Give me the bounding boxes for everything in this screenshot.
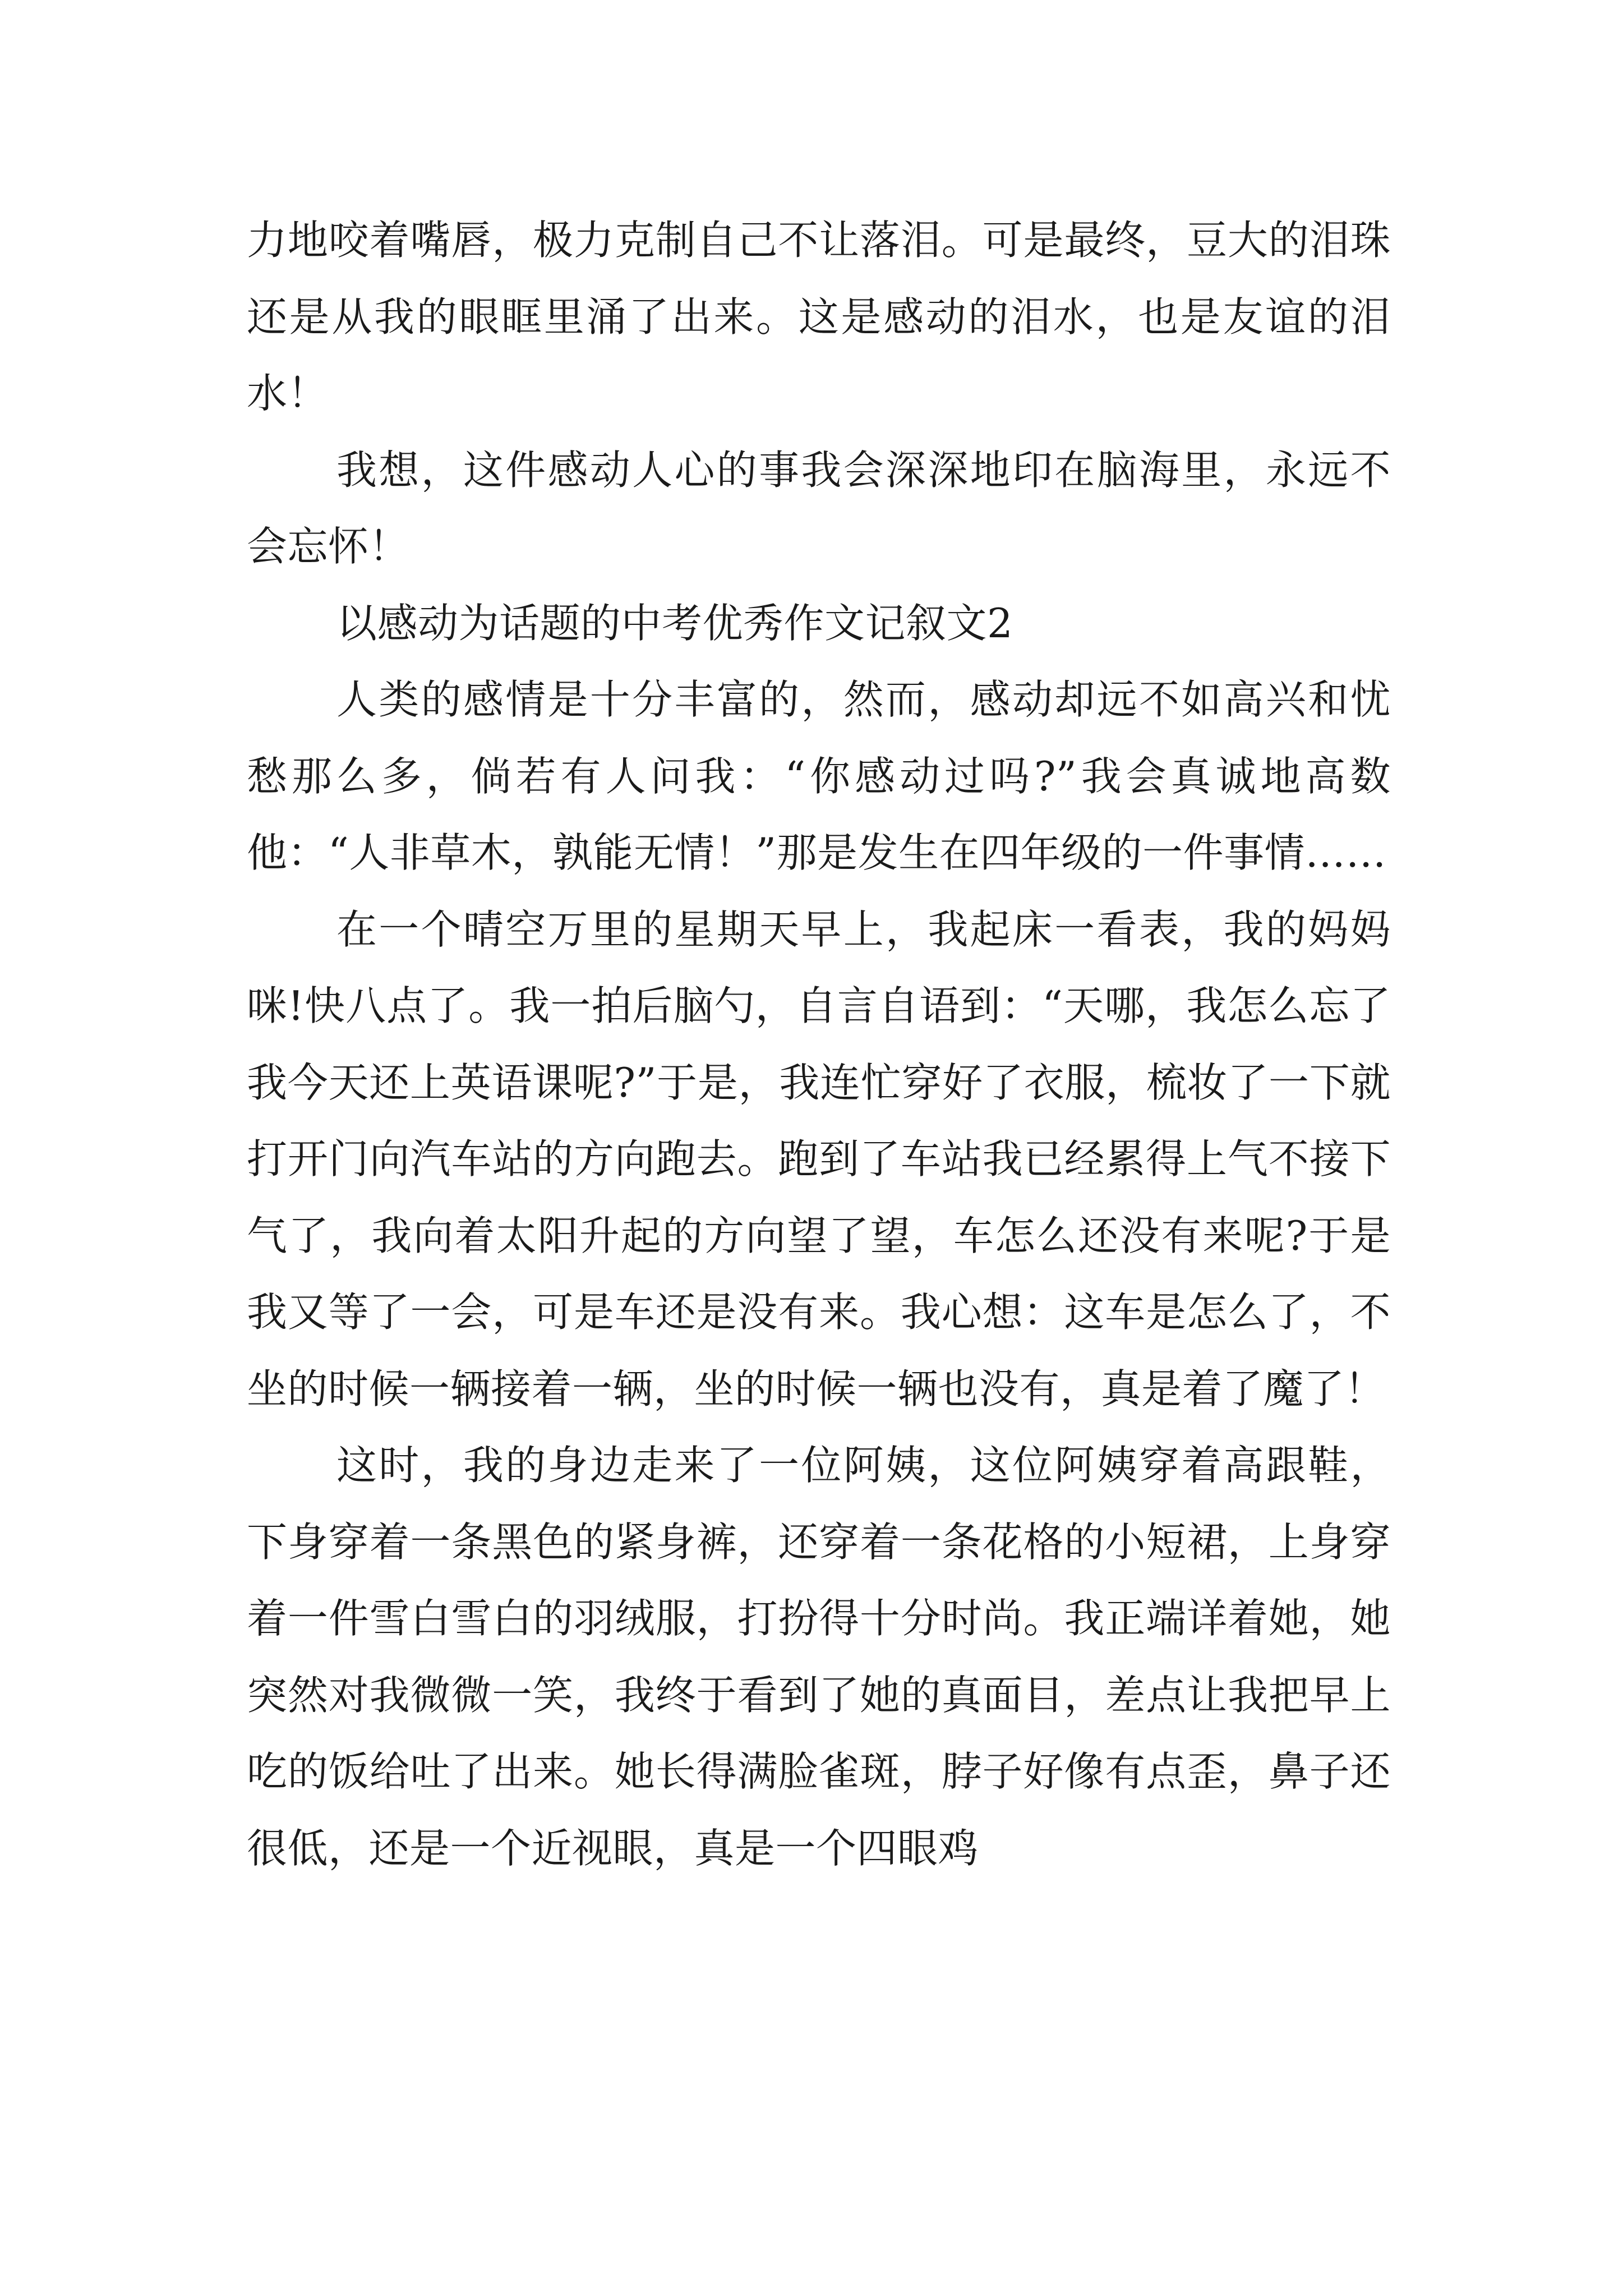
paragraph-intro: 人类的感情是十分丰富的，然而，感动却远不如高兴和忧愁那么多，倘若有人问我：“你感动过吗?”我会真诚地高数他：“人非草木，孰能无情！”那是发生在四年级的一件事情…… — [247, 676, 1391, 876]
paragraph-continued: 力地咬着嘴唇，极力克制自己不让落泪。可是最终，豆大的泪珠还是从我的眼眶里涌了出来。这是感动的泪水，也是友谊的泪水！ — [247, 217, 1391, 417]
paragraph-aunt: 这时，我的身边走来了一位阿姨，这位阿姨穿着高跟鞋，下身穿着一条黑色的紧身裤，还穿着一条花格的小短裙，上身穿着一件雪白雪白的羽绒服，打扮得十分时尚。我正端详着她，她突然对我微微一笑，我终于看到了她的真面目，差点让我把早上吃的饭给吐了出来。她长得满脸雀斑，脖子好像有点歪，鼻子还很低，还是一个近视眼，真是一个四眼鸡 — [247, 1442, 1391, 1872]
paragraph-closing: 我想，这件感动人心的事我会深深地印在脑海里，永远不会忘怀！ — [247, 446, 1391, 570]
document-body — [247, 202, 1391, 1887]
paragraph-morning: 在一个晴空万里的星期天早上，我起床一看表，我的妈妈咪!快八点了。我一拍后脑勺，自言自语到：“天哪，我怎么忘了我今天还上英语课呢?”于是，我连忙穿好了衣服，梳妆了一下就打开门向汽车站的方向跑去。跑到了车站我已经累得上气不接下气了，我向着太阳升起的方向望了望，车怎么还没有来呢?于是我又等了一会，可是车还是没有来。我心想：这车是怎么了，不坐的时候一辆接着一辆，坐的时候一辆也没有，真是着了魔了！ — [247, 905, 1391, 1412]
essay-title: 以感动为话题的中考优秀作文记叙文2 — [336, 599, 1013, 647]
